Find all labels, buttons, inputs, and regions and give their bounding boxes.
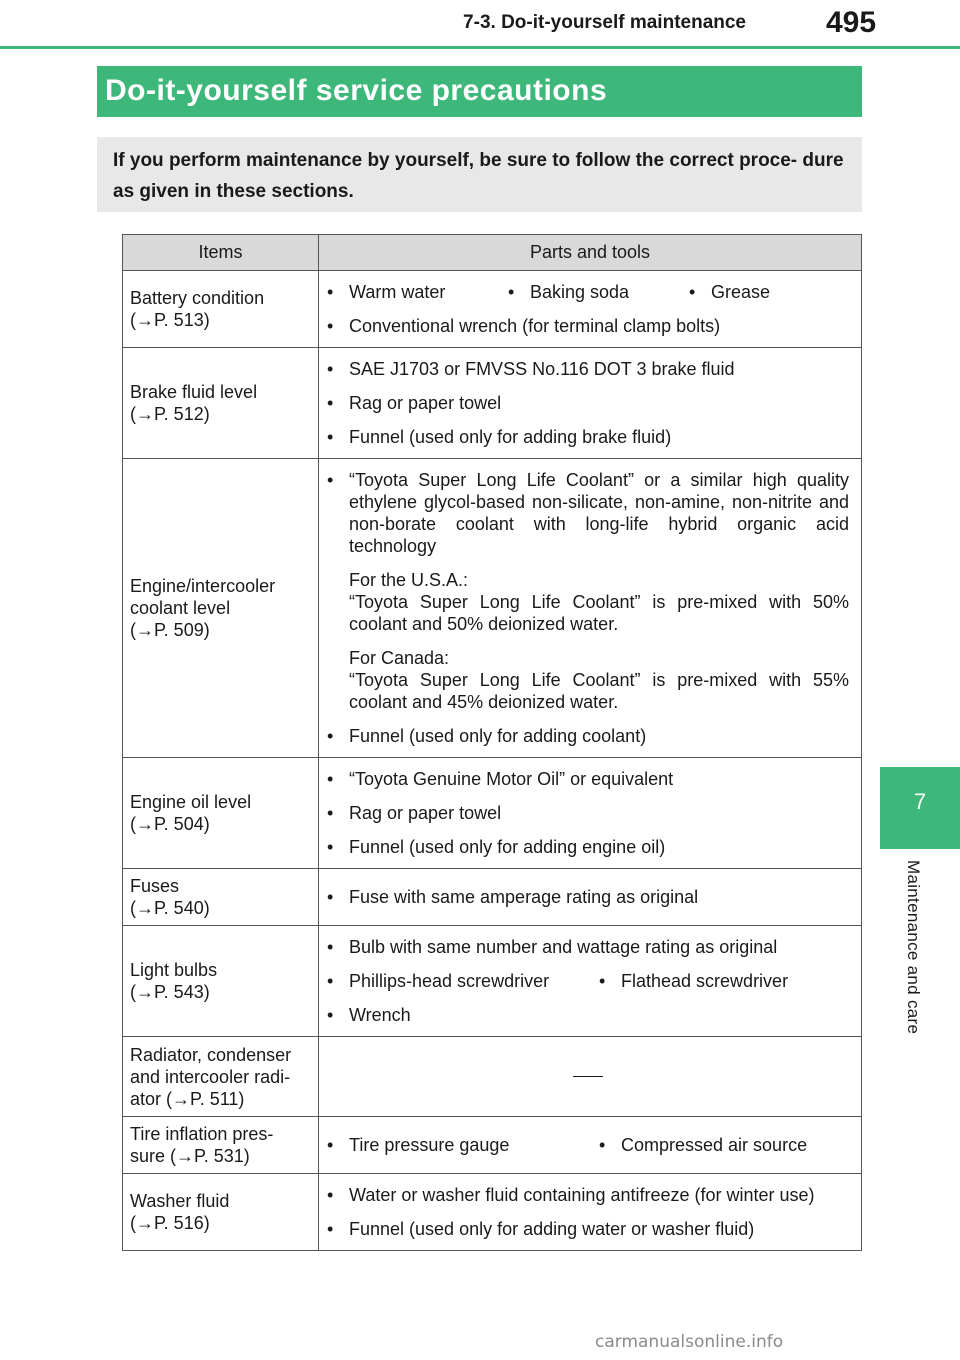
bullet: • <box>327 887 334 907</box>
part-line <box>327 719 849 753</box>
part-line <box>327 830 849 864</box>
bullet: • <box>508 282 515 302</box>
part-item: Funnel (used only for adding brake fluid) <box>349 427 672 447</box>
page-ref-link[interactable]: ator (→P. 511) <box>130 1088 245 1109</box>
footer-watermark: carmanualsonline.info <box>595 1332 784 1352</box>
bullet: • <box>327 726 334 746</box>
parts-cell <box>319 869 862 926</box>
chapter-tab[interactable] <box>880 767 960 849</box>
us-note <box>327 563 849 641</box>
part-item: Baking soda <box>530 282 630 302</box>
us-note-text: “Toyota Super Long Life Coolant” is pre-mixed with 50% coolant and 50% deionized water. <box>349 592 849 634</box>
item-cell <box>123 926 319 1037</box>
part-line <box>327 309 849 343</box>
part-line <box>327 998 849 1032</box>
item-cell <box>123 271 319 348</box>
part-item: Bulb with same number and wattage rating as original <box>349 937 778 957</box>
bullet: • <box>327 1135 334 1155</box>
parts-inline-row <box>327 1128 849 1162</box>
table-row <box>123 1117 862 1174</box>
page-number: 495 <box>826 6 877 39</box>
bullet: • <box>327 837 334 857</box>
canada-note-heading: For Canada: <box>349 648 450 668</box>
item-name: Tire inflation pres- <box>130 1124 274 1144</box>
item-name: Radiator, condenser <box>130 1044 292 1065</box>
page-ref-link[interactable]: sure (→P. 531) <box>130 1146 250 1166</box>
parts-table <box>122 234 862 1251</box>
item-cell <box>123 459 319 758</box>
part-line <box>327 796 849 830</box>
canada-note-text: “Toyota Super Long Life Coolant” is pre-mixed with 55% coolant and 45% deionized water. <box>349 670 849 712</box>
canada-note <box>327 641 849 719</box>
page-ref-link[interactable]: (→P. 516) <box>130 1213 210 1233</box>
part-item: Phillips-head screwdriver <box>349 971 550 991</box>
part-item: Funnel (used only for adding water or washer fluid) <box>349 1219 755 1239</box>
part-item: Warm water <box>349 282 446 302</box>
parts-cell <box>319 348 862 459</box>
part-item: Funnel (used only for adding engine oil) <box>349 837 666 857</box>
part-line <box>327 880 849 914</box>
column-header-items: Items <box>123 235 319 271</box>
part-item: Compressed air source <box>621 1135 808 1155</box>
table-row <box>123 1174 862 1251</box>
item-name: Brake fluid level <box>130 382 258 402</box>
section-title-bar <box>97 66 862 117</box>
bullet: • <box>599 1135 606 1155</box>
parts-cell <box>319 1117 862 1174</box>
bullet: • <box>327 1005 334 1025</box>
item-cell <box>123 1037 319 1117</box>
part-item: Grease <box>711 282 771 302</box>
intro-text: If you perform maintenance by yourself, be sure to follow the correct proce- dure as given in these sections. <box>113 150 844 202</box>
bullet: • <box>689 282 696 302</box>
table-row <box>123 1037 862 1117</box>
header-rule <box>0 46 960 49</box>
bullet: • <box>327 1219 334 1239</box>
part-line <box>327 352 849 386</box>
chapter-number: 7 <box>913 789 927 814</box>
part-line <box>327 930 849 964</box>
part-item: Rag or paper towel <box>349 393 502 413</box>
bullet: • <box>327 359 334 379</box>
item-name: Fuses <box>130 876 180 896</box>
bullet: • <box>599 971 606 991</box>
bullet: • <box>327 769 334 789</box>
part-item: Fuse with same amperage rating as original <box>349 887 699 907</box>
page-ref-link[interactable]: (→P. 513) <box>130 310 210 330</box>
part-item: “Toyota Genuine Motor Oil” or equivalent <box>349 769 674 789</box>
part-item: Funnel (used only for adding coolant) <box>349 726 647 746</box>
section-header: 7-3. Do-it-yourself maintenance <box>463 12 746 33</box>
item-name: Battery condition <box>130 288 265 308</box>
page-ref-link[interactable]: (→P. 543) <box>130 982 210 1002</box>
item-cell <box>123 758 319 869</box>
table-row <box>123 348 862 459</box>
item-cell <box>123 1174 319 1251</box>
item-name: Washer fluid <box>130 1191 230 1211</box>
bullet: • <box>327 971 334 991</box>
part-item: SAE J1703 or FMVSS No.116 DOT 3 brake fluid <box>349 359 735 379</box>
table-header-row <box>123 235 862 271</box>
item-cell <box>123 348 319 459</box>
part-item: Conventional wrench (for terminal clamp bolts) <box>349 316 721 336</box>
part-item: Tire pressure gauge <box>349 1135 510 1155</box>
part-line <box>327 762 849 796</box>
part-line <box>327 463 849 563</box>
chapter-label: Maintenance and care <box>904 860 923 1035</box>
intro-box <box>97 137 862 212</box>
table-row <box>123 926 862 1037</box>
part-item: Flathead screwdriver <box>621 971 789 991</box>
column-header-parts: Parts and tools <box>319 235 862 271</box>
table-row <box>123 459 862 758</box>
table-row <box>123 758 862 869</box>
bullet: • <box>327 1185 334 1205</box>
item-name: Engine/intercooler <box>130 576 276 596</box>
bullet: • <box>327 316 334 336</box>
part-line <box>327 386 849 420</box>
us-note-heading: For the U.S.A.: <box>349 570 469 590</box>
bullet: • <box>327 937 334 957</box>
item-name: Engine oil level <box>130 792 252 812</box>
page-title: Do-it-yourself service precautions <box>105 74 608 107</box>
page-ref-link[interactable]: (→P. 504) <box>130 814 210 834</box>
item-cell <box>123 869 319 926</box>
page-ref-link[interactable]: (→P. 509) <box>130 620 210 640</box>
empty-dash <box>573 1076 603 1078</box>
table-row <box>123 869 862 926</box>
part-line <box>327 1178 849 1212</box>
parts-cell <box>319 926 862 1037</box>
bullet: • <box>327 427 334 447</box>
part-line <box>327 1212 849 1246</box>
part-item: Wrench <box>349 1005 411 1025</box>
bullet: • <box>327 393 334 413</box>
parts-cell <box>319 271 862 348</box>
parts-inline-row <box>327 964 849 998</box>
parts-cell <box>319 1037 862 1117</box>
page-ref-link[interactable]: (→P. 512) <box>130 404 210 424</box>
item-name: Light bulbs <box>130 960 218 980</box>
part-item: Rag or paper towel <box>349 803 502 823</box>
parts-cell <box>319 1174 862 1251</box>
item-name: coolant level <box>130 598 231 618</box>
parts-inline-row <box>327 275 849 309</box>
bullet: • <box>327 282 334 302</box>
page-ref-link[interactable]: (→P. 540) <box>130 898 210 918</box>
part-line <box>327 420 849 454</box>
item-cell <box>123 1117 319 1174</box>
part-item: “Toyota Super Long Life Coolant” or a similar high quality ethylene glycol-based non-silicate, non-amine, non-nitrite and non-borate coolant with long-life hybrid organic acid technology <box>349 470 849 556</box>
table-row <box>123 271 862 348</box>
parts-cell <box>319 758 862 869</box>
parts-cell <box>319 459 862 758</box>
bullet: • <box>327 803 334 823</box>
item-name: and intercooler radi- <box>130 1066 291 1087</box>
bullet: • <box>327 470 334 490</box>
part-item: Water or washer fluid containing antifreeze (for winter use) <box>349 1185 815 1205</box>
